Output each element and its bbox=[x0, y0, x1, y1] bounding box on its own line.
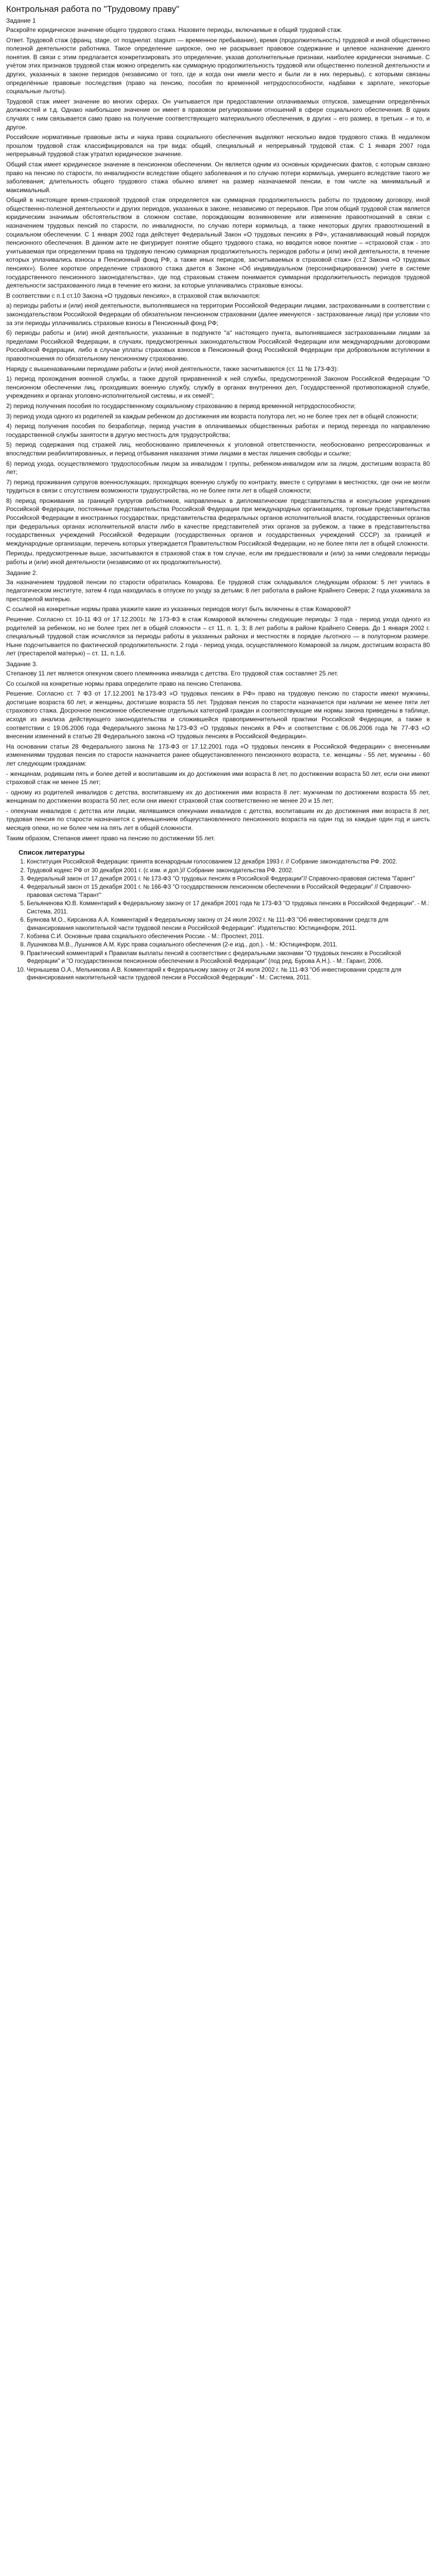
task-paragraph: Раскройте юридическое значение общего трудового стажа. Назовите периоды, включаемые в общий трудовой стаж. bbox=[6, 26, 343, 33]
reference-item: 5. Бельянинова Ю.В. Комментарий к Федеральному закону от 17 декабря 2001 года № 173-ФЗ "О трудовых пенсиях в Российской Федерации". - М.: Система, 2011. bbox=[27, 900, 430, 916]
task-paragraph: - одному из родителей инвалидов с детства, воспитавшему их до достижения ими возраста 8 лет: мужчинам по достижении возраста 55 лет, женщинам по достижении возраста 50 лет, если они имеют страховой стаж соответственно не менее 20 и 15 лет; bbox=[6, 788, 430, 805]
task-paragraph: Со ссылкой на конкретные нормы права определите право на пенсию Степанова. bbox=[6, 680, 242, 687]
reference-item: 4. Федеральный закон от 15 декабря 2001 г. № 166-ФЗ "О государственном пенсионном обеспечении в Российской Федерации" // Справочно-правовая система "Гарант" bbox=[27, 884, 430, 900]
task-paragraph: 1) период прохождения военной службы, а также другой приравненной к ней службы, предусмотренной Законом Российской Федерации "О пенсионном обеспечении лиц, проходивших военную службу, службу в органах внутренних дел, Государственной противопожарной службе, учреждениях и органах уголовно-исполнительной системы, и их семей"; bbox=[6, 375, 430, 400]
task-paragraph: - опекунам инвалидов с детства или лицам, являвшимся опекунами инвалидов с детства, воспитавшим их до достижения ими возраста 8 лет, трудовая пенсия по старости назначается с уменьшением общеустановленного пенсионного возраста на один год за каждые один год и шесть месяцев опеки, но не более чем на пять лет в общей сложности. bbox=[6, 807, 430, 832]
task-heading: Задание 1 bbox=[6, 17, 36, 24]
reference-item: 6. Буянова М.О., Кирсанова А.А. Комментарий к Федеральному закону от 24 июля 2002 г. № 111-ФЗ "Об инвестировании средств для финансирования накопительной части трудовой пенсии в Российской Федерации". Издательство: Юстицинформ, 2011. bbox=[27, 917, 430, 933]
task-paragraph: 8) период проживания за границей супругов работников, направленных в дипломатические представительства и консульские учреждения Российской Федерации, постоянные представительства Российской Федерации при международных организациях, торговые представительства Российской Федерации в иностранных государствах, представительства федеральных органов исполнительной власти, государственных органов при федеральных органах исполнительной власти либо в качестве представителей этих органов за рубежом, а также в представительства государственных учреждений Российской Федерации (государственных органов и государственных учреждений СССР) за границей и международные организации, перечень которых утверждается Правительством Российской Федерации, но не более пяти лет в общей сложности. bbox=[6, 497, 430, 547]
reference-item: 7. Кобзева С.И. Основные права социального обеспечения России. - М.: Проспект, 2011. bbox=[27, 933, 430, 941]
task-paragraph: Степанову 11 лет является опекуном своего племянника инвалида с детства. Его трудовой стаж составляет 25 лет. bbox=[6, 669, 339, 677]
task-paragraph: За назначением трудовой пенсии по старости обратилась Комарова. Ее трудовой стаж складывался следующим образом: 5 лет училась в педагогическом институте, затем 4 года находилась в отпуске по уходу за детьми; 8 лет работала в районе Крайнего Севера; 2 года ухаживала за престарелой матерью. bbox=[6, 578, 430, 603]
task-section bbox=[6, 660, 430, 842]
references-heading: Список литературы bbox=[19, 849, 85, 857]
task-paragraph: Общий стаж имеет юридическое значение в пенсионном обеспечении. Он является одним из основных юридических фактов, с которым связано право на пенсию по старости, по инвалидности вследствие общего заболевания и по случаю потери кормильца, умершего вследствие такого же заболевания; длительность общего трудового стажа обычно влияет на размер назначаемой пенсии, в том числе на минимальный и максимальный. bbox=[6, 160, 430, 194]
reference-item: 9. Практический комментарий к Правилам выплаты пенсий в соответствии с федеральными законами "О трудовых пенсиях в Российской Федерации" и "О государственном пенсионном обеспечении в Российской Федерации" (под ред. Бурова А.Н.). - М.: Гарант, 2006. bbox=[27, 950, 430, 966]
task-paragraph: На основании статьи 28 Федерального закона № 173-ФЗ от 17.12.2001 года «О трудовых пенсиях в Российской Федерации» с внесенными изменениями трудовая пенсия по старости назначается ранее общеустановленного пенсионного возраста, т.е. женщины - 55 лет, мужчины - 60 лет следующим гражданам: bbox=[6, 742, 430, 767]
task-paragraph: 5) период содержания под стражей лиц, необоснованно привлеченных к уголовной ответственности, необоснованно репрессированных и впоследствии реабилитированных, и период отбывания наказания этими лицами в местах лишения свободы и ссылке; bbox=[6, 441, 430, 457]
task-paragraph: 7) период проживания супругов военнослужащих, проходящих военную службу по контракту, вместе с супругами в местностях, где они не могли трудиться в связи с отсутствием возможности трудоустройства, но не более пяти лет в общей сложности; bbox=[6, 478, 430, 495]
task-paragraph: Решение. Согласно ст. 10-11 ФЗ от 17.12.2001г. № 173-ФЗ в стаж Комаровой включены следующие периоды: 3 года - период ухода одного из родителей за ребенком, но не более трех лет в общей сложности – ст 11, п. 1, 3; 8 лет работы в районе Крайнего Севера. До 1 января 2002 г. специальный трудовой стаж исчислялся за периоды работы в указанных районах и местностях в порядке льготного — в полуторном размере. Ныне подсчитывается по фактической продолжительности. 2 года - период ухода, осуществляемого Комаровой за лицом, достигшим возраста 80 лет (престарелой матерью) – ст. 11, п.1,6. bbox=[6, 616, 430, 657]
reference-item: 2. Трудовой кодекс РФ от 30 декабря 2001 г. (с изм. и доп.)// Собрание законодательства РФ. 2002. bbox=[27, 867, 430, 875]
reference-item: 10. Чернышева О.А., Мельникова А.В. Комментарий к Федеральному закону от 24 июля 2002 г. № 111-ФЗ "Об инвестировании средств для финансирования накопительной части трудовой пенсии в Российской Федерации" - М.: Система, 2011. bbox=[27, 967, 430, 982]
task-paragraph: 2) период получения пособия по государственному социальному страхованию в период временной нетрудоспособности; bbox=[6, 402, 356, 410]
task-paragraph: Таким образом, Степанов имеет право на пенсию по достижении 55 лет. bbox=[6, 834, 215, 842]
task-paragraph: 6) период ухода, осуществляемого трудоспособным лицом за инвалидом I группы, ребенком-инвалидом или за лицом, достигшим возраста 80 лет; bbox=[6, 460, 430, 476]
document-page bbox=[0, 0, 436, 990]
task-paragraph: б) периоды работы и (или) иной деятельности, указанные в подпункте "а" настоящего пункта, выполнявшиеся застрахованными лицами за пределами Российской Федерации, в случаях, предусмотренных законодательством Российской Федерации или международными договорами Российской Федерации, либо в случае уплаты страховых взносов в Пенсионный фонд Российской Федерации при добровольном вступлении в правоотношения по обязательному пенсионному страхованию. bbox=[6, 329, 430, 362]
task-paragraph: 4) период получения пособия по безработице, период участия в оплачиваемых общественных работах и период переезда по направлению государственной службы занятости в другую местность для трудоустройства; bbox=[6, 422, 430, 438]
document-title: Контрольная работа по "Трудовому праву" bbox=[6, 4, 180, 14]
reference-item: 1. Конституция Российской Федерации: принята всенародным голосованием 12 декабря 1993 г. // Собрание законодательства РФ. 2002. bbox=[27, 858, 430, 866]
task-paragraph: Российские нормативные правовые акты и наука права социального обеспечения выделяют несколько видов трудового стажа. В недалеком прошлом трудовой стаж классифицировался на три вида: общий, специальный и непрерывный трудовой стаж. С 1 января 2007 года непрерывный трудовой стаж утратил юридическое значение. bbox=[6, 133, 430, 158]
task-heading: Задание 3. bbox=[6, 660, 38, 668]
task-paragraph: Ответ. Трудовой стаж (франц. stage, от позднелат. stagium — временное пребывание), время (продолжительность) трудовой и иной общественно полезной деятельности работника. Такое определение широкое, оно не раскрывает правовое содержание и целевое назначение данного понятия. В связи с этим предлагается конкретизировать это определение, указав дополнительные признаки, наиболее юридически значимые. С учётом этих признаков трудовой стаж можно определить как суммарную продолжительность трудовой или общественно полезной деятельности и других, указанных в законе периодов (независимо от того, где и когда они имели место и были ли в них перерывы), с которыми связаны определённые правовые последствия (право на пенсию, пособия по временной нетрудоспособности, надбавки к зарплате, некоторые социальные льготы). bbox=[6, 36, 430, 95]
tasks-container bbox=[6, 16, 430, 842]
task-paragraph: Решение. Согласно ст. 7 ФЗ от 17.12.2001 №173-ФЗ «О трудовых пенсиях в РФ» право на трудовую пенсию по старости имеют мужчины, достигшие возраста 60 лет, и женщины, достигшие возраста 55 лет. Трудовая пенсия по старости назначается при наличии не менее пяти лет страхового стажа. Досрочное пенсионное обеспечение отдельных категорий граждан и соответствующие им нормы закона приведены в таблице, исходя из анализа действующего законодательства и сложившейся правоприменительной практики Российской Федерации, а также в соответствии с 19.06.2006 года Федерального закона №173-ФЗ «О трудовых пенсиях в РФ» и соответствии с 06.06.2006 года № 77-ФЗ «О внесении изменений в статью 28 Федерального закона «О трудовых пенсиях в Российской Федерации». bbox=[6, 690, 430, 740]
task-paragraph: Общий в настоящее время-страховой трудовой стаж определяется как суммарная продолжительность работы по трудовому договору, иной общественно-полезной деятельности и других периодов, указанных в законе, независимо от перерывов. При этом общий трудовой стаж является юридическим значимым обстоятельством в сложном составе, порождающим возникновение или изменение правоотношений в связи с назначением трудовых пенсий по старости, по инвалидности, по случаю потери кормильца, а также некоторых других правоотношений в социальном обеспечении. С 1 января 2002 года действует Федеральный Закон «О трудовых пенсиях в РФ», устанавливающий новый порядок пенсионного обеспечения. В данном акте не фигурирует понятие общего трудового стажа, но вводится новое понятие – «страховой стаж - это учитываемая при определении права на трудовую пенсию суммарная продолжительность периодов работы и (или) иной деятельности, в течение которых уплачивались взносы в Пенсионный фонд РФ, а также иных периодов, засчитываемых в страховой стаж» (ст.2 Закона «О трудовых пенсиях»). Более короткое определение страхового стажа дается в Законе «Об индивидуальном (персонифицированном) учете в системе государственного пенсионного законодательства», где под страховым стажем понимается суммарная продолжительность периодов трудовой деятельности застрахованного лица в течение его жизни, за которые уплачивались страховые взносы. bbox=[6, 196, 430, 290]
task-paragraph: - женщинам, родившим пять и более детей и воспитавшим их до достижения ими возраста 8 лет, по достижении возраста 50 лет, если они имеют страховой стаж не менее 15 лет; bbox=[6, 770, 430, 786]
task-paragraph: Периоды, предусмотренные выше, засчитываются в страховой стаж в том случае, если им предшествовали и (или) за ними следовали периоды работы и (или) иной деятельности (независимо от их продолжительности). bbox=[6, 550, 430, 566]
task-paragraph: 3) период ухода одного из родителей за каждым ребенком до достижения им возраста полутора лет, но не более трех лет в общей сложности; bbox=[6, 412, 418, 420]
reference-item: 8. Лушникова М.В., Лушников А.М. Курс права социального обеспечения (2-е изд., доп.). - М.: Юстицинформ, 2011. bbox=[27, 941, 430, 949]
task-section bbox=[6, 16, 430, 567]
reference-item: 3. Федеральный закон от 17 декабря 2001 г. № 173-ФЗ "О трудовых пенсиях в Российской Федерации"// Справочно-правовая система "Гарант" bbox=[27, 875, 430, 883]
task-paragraph: а) периоды работы и (или) иной деятельности, выполнявшиеся на территории Российской Федерации лицами, застрахованными в соответствии с законодательством Российской Федерации об обязательном пенсионном страховании (далее именуются - застрахованные лица) при условии что за эти периоды уплачивались страховые взносы в Пенсионный фонд РФ; bbox=[6, 302, 430, 327]
task-section bbox=[6, 569, 430, 658]
task-heading: Задание 2. bbox=[6, 569, 38, 577]
task-paragraph: Трудовой стаж имеет значение во многих сферах. Он учитывается при предоставлении оплачиваемых отпусков, замещении определённых должностей и т.д. Однако наибольшее значение он имеет в правовом регулировании отношений в сфере социального обеспечения. В одних случаях с ним связывается само право на получение соответствующего материального обеспечения, в других – его размер, в третьих – и то, и другое. bbox=[6, 97, 430, 131]
references-list bbox=[6, 858, 430, 982]
task-paragraph: С ссылкой на конкретные нормы права укажите какие из указанных периодов могут быть включены в стаж Комаровой? bbox=[6, 605, 351, 613]
task-paragraph: Наряду с вышеназванными периодами работы и (или) иной деятельности, также засчитываются (ст. 11 № 173-ФЗ): bbox=[6, 365, 338, 372]
task-paragraph: В соответствии с п.1 ст.10 Закона «О трудовых пенсиях», в страховой стаж включаются: bbox=[6, 292, 260, 299]
